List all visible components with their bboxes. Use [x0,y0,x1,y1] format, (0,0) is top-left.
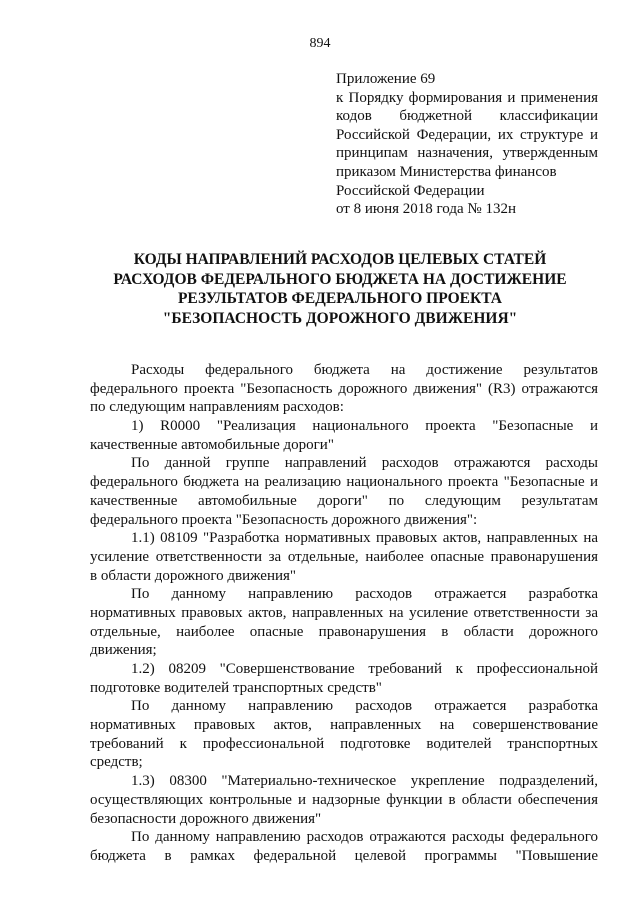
appendix-header [336,70,598,219]
body-line: бюджета в рамках федеральной целевой программы "Повышение [90,847,598,864]
body-line: нормативных правовых актов, направленных на совершенствование [90,717,598,734]
body-line: нормативных правовых актов, направленных на усиление ответственности за [90,604,598,621]
body-line: федерального бюджета на реализацию национального проекта "Безопасные и [90,474,598,491]
appendix-line: к Порядку формирования и применения [336,89,598,106]
title-line: "БЕЗОПАСНОСТЬ ДОРОЖНОГО ДВИЖЕНИЯ" [162,309,518,327]
body-text [90,361,598,866]
body-line: 1.1) 08109 "Разработка нормативных правовых актов, направленных на [131,530,598,547]
title-line: КОДЫ НАПРАВЛЕНИЙ РАСХОДОВ ЦЕЛЕВЫХ СТАТЕЙ [133,251,547,268]
body-line: качественные автомобильные дороги" [90,436,334,453]
body-line: движения; [90,642,157,659]
body-line: усиление ответственности за отдельные, наиболее опасные правонарушения [90,548,598,565]
body-line: осуществляющих контрольные и надзорные функции в области обеспечения [90,791,598,808]
appendix-line: Российской Федерации, их структуре и [336,126,598,143]
body-line: По данному направлению расходов отражается разработка [131,586,598,603]
page-number: 894 [309,36,331,51]
appendix-line: от 8 июня 2018 года № 132н [336,201,516,218]
body-line: 1) R0000 "Реализация национального проекта "Безопасные и [131,418,598,435]
body-line: По данной группе направлений расходов отражаются расходы [131,455,598,472]
body-line: отдельные, наиболее опасные правонарушения в области дорожного [90,623,598,640]
body-line: 1.3) 08300 "Материально-техническое укрепление подразделений, [131,773,598,790]
appendix-line: Российской Федерации [336,182,485,199]
body-line: федерального проекта "Безопасность дорожного движения": [90,511,478,528]
body-line: в области дорожного движения" [90,567,297,584]
body-line: по следующим направлениям расходов: [90,399,344,416]
title-line: РАСХОДОВ ФЕДЕРАЛЬНОГО БЮДЖЕТА НА ДОСТИЖЕНИЕ [113,270,567,288]
body-line: По данному направлению расходов отражаются расходы федерального [131,829,598,846]
appendix-line: приказом Министерства финансов [336,163,557,180]
body-line: 1.2) 08209 "Совершенствование требований к профессиональной [131,661,598,677]
appendix-line: кодов бюджетной классификации [336,108,598,125]
appendix-line: принципам назначения, утвержденным [336,145,598,162]
body-line: безопасности дорожного движения" [90,810,322,827]
body-line: федерального проекта "Безопасность дорожного движения" (R3) отражаются [90,380,598,397]
body-line: По данному направлению расходов отражается разработка [131,698,598,715]
body-line: подготовке водителей транспортных средств" [90,679,382,696]
body-line: Расходы федерального бюджета на достижение результатов [131,362,598,378]
appendix-line: Приложение 69 [336,71,436,87]
body-line: требований к профессиональной подготовке водителей транспортных [90,735,598,752]
title-line: РЕЗУЛЬТАТОВ ФЕДЕРАЛЬНОГО ПРОЕКТА [177,290,503,307]
document-title [90,250,590,328]
body-line: качественные автомобильные дороги" по следующим результатам [90,492,598,509]
body-line: средств; [90,754,143,771]
